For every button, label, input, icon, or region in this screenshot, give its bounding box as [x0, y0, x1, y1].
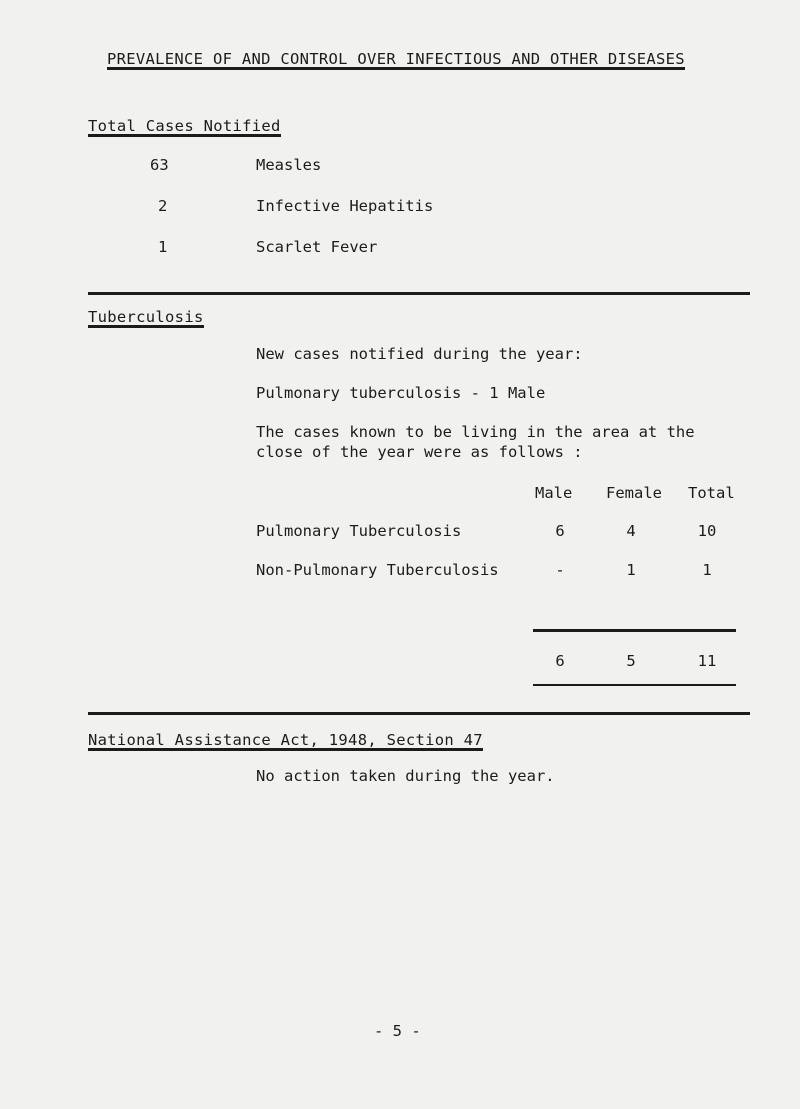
- tb-total-total: 11: [697, 652, 717, 670]
- totals-bottom-rule: [533, 684, 736, 686]
- case-count-scarlet-fever: 1: [158, 238, 168, 256]
- cases-heading: Total Cases Notified: [88, 117, 281, 137]
- tb-cell-female: 1: [626, 561, 636, 579]
- tb-total-male: 6: [555, 652, 565, 670]
- case-disease-scarlet-fever: Scarlet Fever: [256, 238, 378, 256]
- tb-header-total: Total: [688, 484, 735, 502]
- tb-header-female: Female: [606, 484, 662, 502]
- tuberculosis-heading: Tuberculosis: [88, 308, 204, 328]
- case-disease-hepatitis: Infective Hepatitis: [256, 197, 434, 215]
- section-divider: [88, 292, 750, 295]
- case-disease-measles: Measles: [256, 156, 322, 174]
- tb-row-label: Non-Pulmonary Tuberculosis: [256, 561, 499, 579]
- tb-row-label: Pulmonary Tuberculosis: [256, 522, 462, 540]
- case-count-hepatitis: 2: [158, 197, 168, 215]
- totals-top-rule: [533, 629, 736, 632]
- tb-header-male: Male: [535, 484, 573, 502]
- tb-total-female: 5: [626, 652, 636, 670]
- page-title: PREVALENCE OF AND CONTROL OVER INFECTIOUS AND OTHER DISEASES: [107, 50, 685, 70]
- page-number: - 5 -: [374, 1022, 421, 1040]
- new-cases-intro: New cases notified during the year:: [256, 345, 583, 363]
- section-divider: [88, 712, 750, 715]
- new-cases-line: Pulmonary tuberculosis - 1 Male: [256, 384, 546, 402]
- tb-cell-total: 10: [697, 522, 717, 540]
- national-assistance-text: No action taken during the year.: [256, 767, 555, 785]
- case-count-measles: 63: [150, 156, 169, 174]
- national-assistance-heading: National Assistance Act, 1948, Section 47: [88, 731, 483, 751]
- tb-cell-female: 4: [626, 522, 636, 540]
- known-cases-line-1: The cases known to be living in the area at the: [256, 423, 695, 441]
- tb-cell-male: 6: [555, 522, 565, 540]
- tb-cell-male: -: [555, 561, 565, 579]
- known-cases-line-2: close of the year were as follows :: [256, 443, 583, 461]
- tb-cell-total: 1: [702, 561, 712, 579]
